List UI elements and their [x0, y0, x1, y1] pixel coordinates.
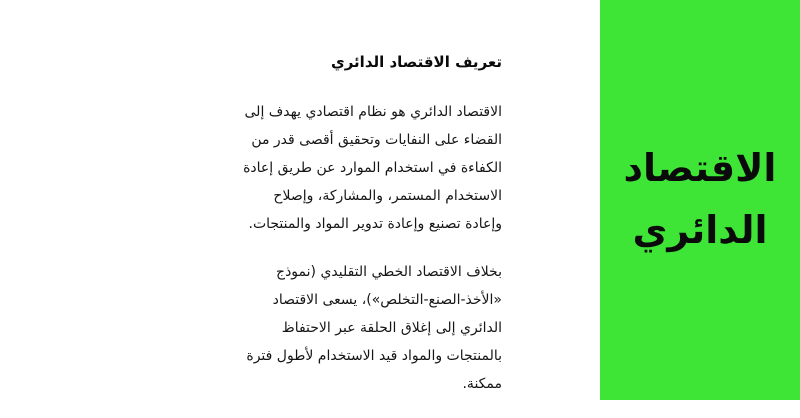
panel-title-line-2: الدائري — [632, 208, 768, 252]
panel-title-line-1: الاقتصاد — [623, 146, 777, 191]
content-area — [242, 48, 502, 418]
paragraph-comparison: بخلاف الاقتصاد الخطي التقليدي (نموذج «الأخذ-الصنع-التخلص»)، يسعى الاقتصاد الدائري إلى إغلاق الحلقة عبر الاحتفاظ بالمنتجات والمواد قيد الاستخدام لأطول فترة ممكنة. — [246, 264, 502, 392]
paragraph-definition: الاقتصاد الدائري هو نظام اقتصادي يهدف إلى القضاء على النفايات وتحقيق أقصى قدر من الكفاءة في استخدام الموارد عن طريق إعادة الاستخدام المستمر، والمشاركة، وإصلاح وإعادة تصنيع وإعادة تدوير المواد والمنتجات. — [243, 104, 502, 232]
section-title: تعريف الاقتصاد الدائري — [330, 53, 502, 71]
title-panel — [600, 0, 800, 400]
